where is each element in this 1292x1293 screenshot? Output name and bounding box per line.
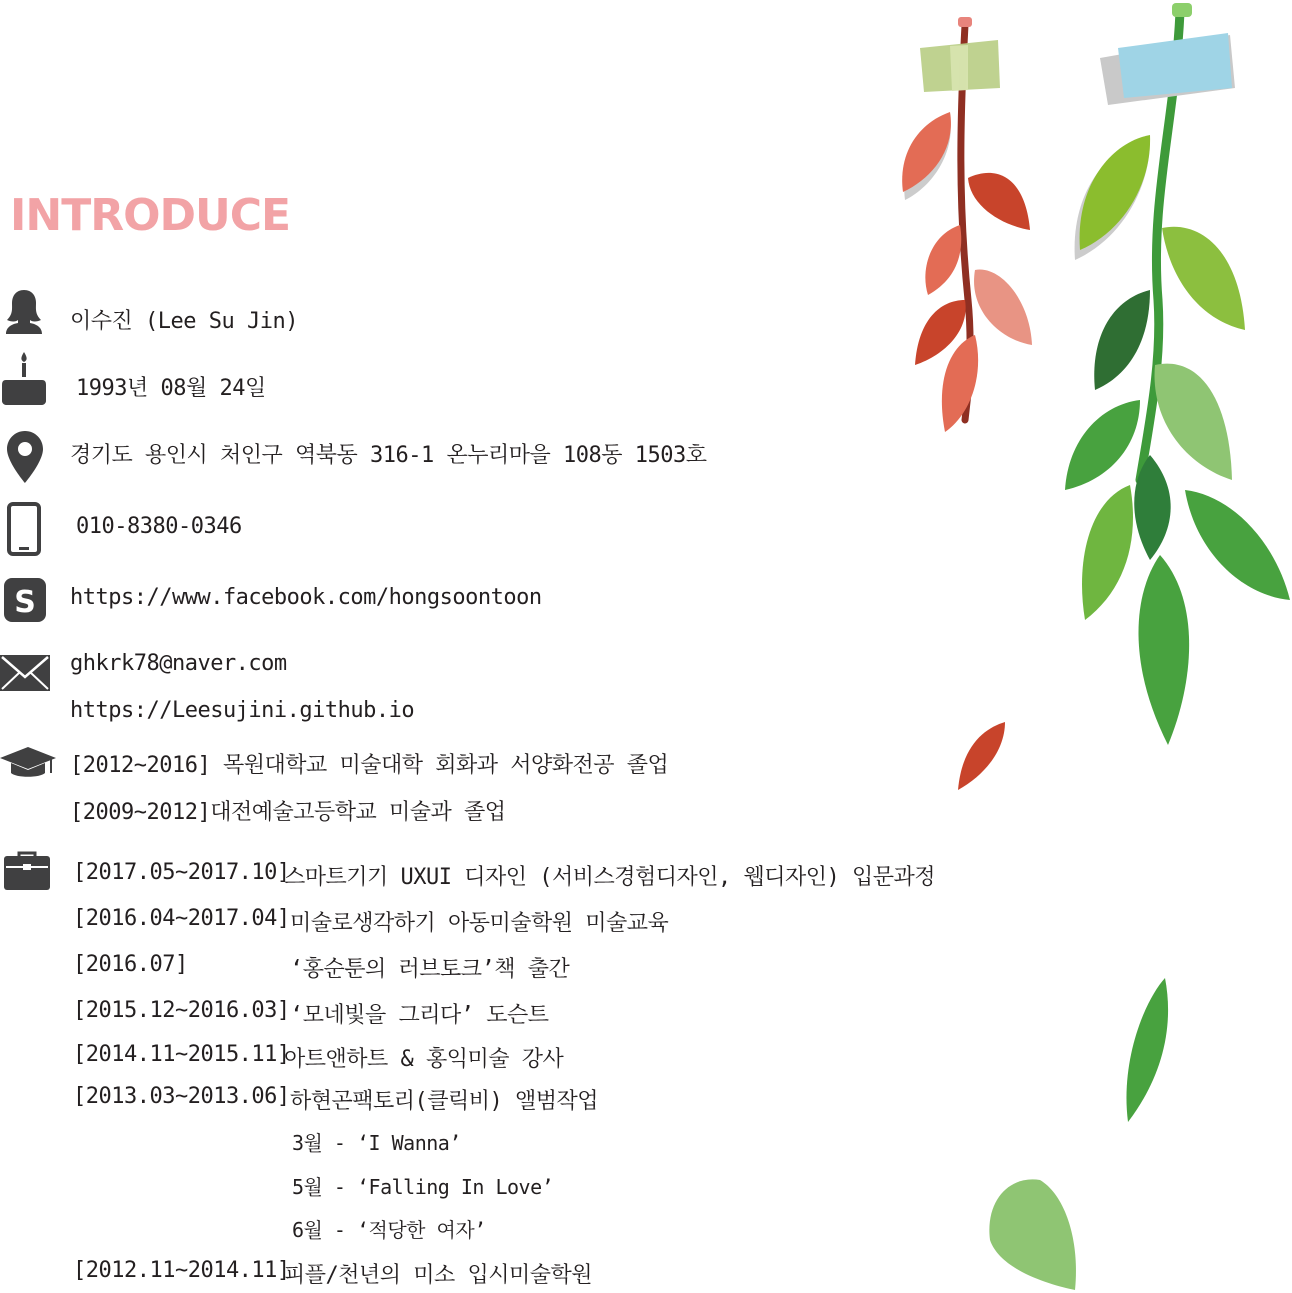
location-pin-icon — [6, 430, 44, 484]
github-link[interactable]: https://Leesujini.github.io — [70, 698, 415, 723]
career-period: [2014.11~2015.11] — [73, 1042, 290, 1067]
social-s-icon — [4, 578, 46, 622]
briefcase-icon — [4, 850, 50, 890]
career-period: [2012.11~2014.11] — [73, 1258, 290, 1283]
education-item: [2012~2016] 목원대학교 미술대학 회화과 서양화전공 졸업 — [70, 753, 669, 778]
vine-decoration — [880, 0, 1292, 1293]
svg-text:S: S — [14, 585, 36, 620]
career-desc: 미술로생각하기 아동미술학원 미술교육 — [290, 911, 669, 936]
career-desc: 스마트기기 UXUI 디자인 (서비스경험디자인, 웹디자인) 입문과정 — [284, 865, 935, 890]
career-period: [2013.03~2013.06] — [73, 1084, 290, 1109]
birth-text: 1993년 08월 24일 — [76, 376, 266, 401]
career-period: [2015.12~2016.03] — [73, 998, 290, 1023]
mail-icon — [0, 655, 50, 691]
graduation-cap-icon — [0, 745, 56, 781]
career-period: [2017.05~2017.10] — [73, 860, 290, 885]
person-icon — [4, 288, 44, 334]
career-desc: 피플/천년의 미소 입시미술학원 — [284, 1263, 593, 1288]
name-text: 이수진 (Lee Su Jin) — [70, 309, 298, 334]
facebook-link[interactable]: https://www.facebook.com/hongsoontoon — [70, 585, 542, 610]
address-text: 경기도 용인시 처인구 역북동 316-1 온누리마을 108동 1503호 — [70, 443, 707, 468]
page-title: INTRODUCE — [10, 190, 291, 241]
career-desc: ‘모네빛을 그리다’ 도슨트 — [290, 1003, 549, 1028]
phone-icon — [7, 502, 41, 556]
career-period: [2016.07] — [73, 952, 188, 977]
email-link[interactable]: ghkrk78@naver.com — [70, 651, 287, 676]
career-desc: 하현곤팩토리(클릭비) 앨범작업 — [290, 1089, 599, 1114]
career-desc: 아트앤하트 & 홍익미술 강사 — [284, 1047, 564, 1072]
career-subitem: 5월 - ‘Falling In Love’ — [292, 1175, 554, 1199]
career-period: [2016.04~2017.04] — [73, 906, 290, 931]
education-item: [2009~2012]대전예술고등학교 미술과 졸업 — [70, 800, 506, 825]
career-subitem: 3월 - ‘I Wanna’ — [292, 1131, 461, 1155]
career-subitem: 6월 - ‘적당한 여자’ — [292, 1218, 486, 1242]
phone-text: 010-8380-0346 — [76, 514, 242, 539]
career-desc: ‘홍순툰의 러브토크’책 출간 — [290, 957, 570, 982]
cake-icon — [2, 350, 46, 406]
